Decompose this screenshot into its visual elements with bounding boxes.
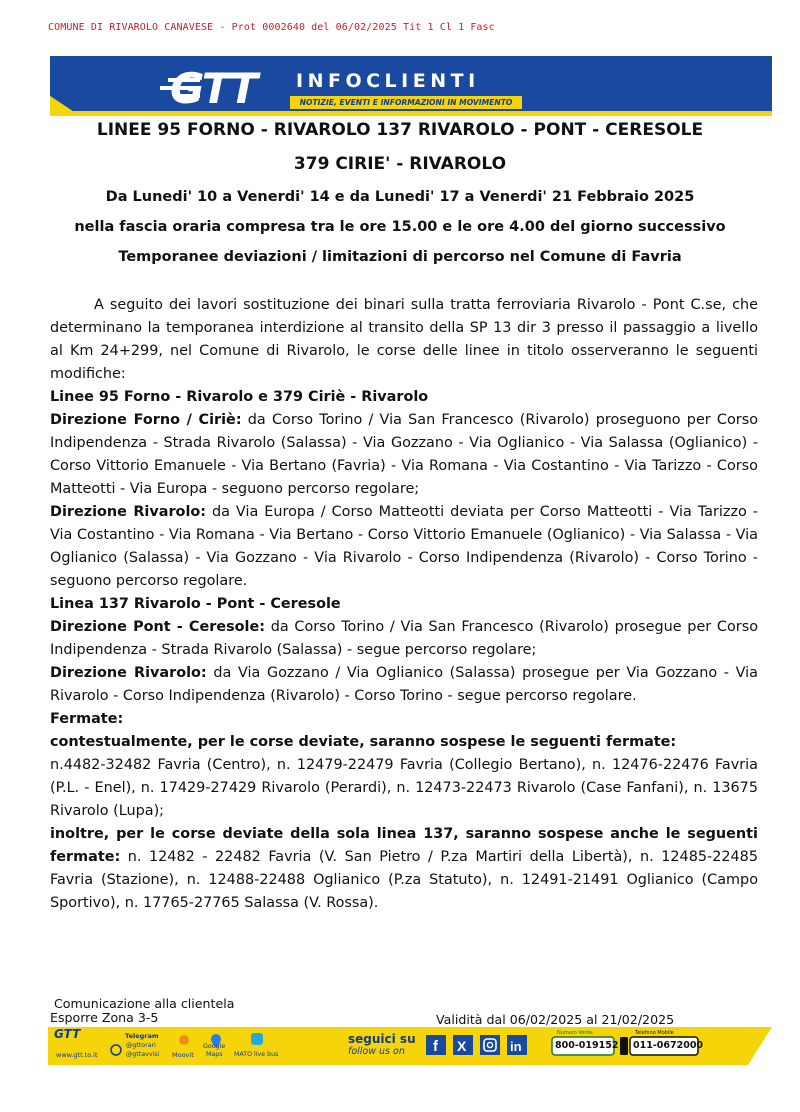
direction-rivarolo-137 (50, 662, 758, 708)
section-title-95-379: Linee 95 Forno - Rivarolo e 379 Ciriè - Rivarolo (50, 389, 429, 405)
x-icon (453, 1035, 473, 1055)
direction-label: Direzione Pont - Ceresole: (50, 619, 266, 635)
fermate-list-2: n. 12482 - 22482 Favria (V. San Pietro / P.za Martiri della Libertà), n. 12485-22485 Favria (Stazione), n. 12488-22488 Oglianico (P.za Statuto), n. 12491-21491 Oglianico (Campo Sportivo), n. 17765-27765 Salassa (V. Rossa). (50, 849, 758, 911)
direction-text: da Via Europa / Corso Matteotti deviata per Corso Matteotti - Via Tarizzo - Via Costantino - Via Romana - Via Bertano - Corso Vittorio Emanuele (Oglianico) - Via Salassa - Via Oglianico (Salassa) - Via Gozzano - Via Rivarolo - Corso Indipendenza (Rivarolo) - Corso Torino - seguono percorso regolare. (50, 504, 758, 589)
zone-label: Esporre Zona 3-5 (50, 1010, 159, 1025)
mato-icon (251, 1033, 263, 1045)
fermate-title: Fermate: (50, 711, 124, 727)
fermate-list-2-paragraph (50, 823, 758, 915)
moovit-icon (179, 1035, 189, 1045)
maps-label[interactable]: Maps (206, 1051, 223, 1058)
direction-text: da Via Gozzano / Via Oglianico (Salassa) prosegue per Via Gozzano - Via Rivarolo - Corso Indipendenza (Rivarolo) - Corso Torino - segue percorso regolare. (50, 665, 758, 704)
green-number[interactable]: 800-019152 (555, 1040, 619, 1051)
google-label[interactable]: Google (203, 1043, 226, 1050)
section-title-137: Linea 137 Rivarolo - Pont - Ceresole (50, 596, 341, 612)
green-number-label: Numero Verde (557, 1030, 593, 1036)
protocol-stamp: COMUNE DI RIVAROLO CANAVESE - Prot 0002640 del 06/02/2025 Tit 1 Cl 1 Fasc (48, 22, 495, 33)
mato-label[interactable]: MATO live bus (234, 1051, 279, 1058)
follow-us-it: seguici su (348, 1032, 416, 1046)
notice-body (50, 294, 758, 915)
infoclienti-title: INFOCLIENTI (296, 70, 480, 92)
direction-forno-cirie (50, 409, 758, 501)
telegram-avvisi[interactable]: @gttavvisi (126, 1051, 160, 1058)
instagram-icon (480, 1035, 500, 1055)
svg-text:f: f (433, 1038, 438, 1055)
footer-gtt-logo: GTT (54, 1027, 81, 1041)
telegram-orari[interactable]: @gttorari (126, 1042, 156, 1049)
linkedin-icon (507, 1035, 527, 1055)
direction-rivarolo-95 (50, 501, 758, 593)
direction-text: da Corso Torino / Via San Francesco (Rivarolo) proseguono per Corso Indipendenza - Strada Rivarolo (Salassa) - Via Gozzano - Via Oglianico - Via Salassa (Oglianico) - Corso Vittorio Emanuele - Via Bertano (Favria) - Via Romana - Via Costantino - Via Tarizzo - Corso Matteotti - Via Europa - seguono percorso regolare; (50, 412, 759, 497)
svg-text:in: in (510, 1039, 522, 1054)
intro-paragraph: A seguito dei lavori sostituzione dei binari sulla tratta ferroviaria Rivarolo - Pont C.se, che determinano la temporanea interdizione al transito della SP 13 dir 3 presso il passaggio a livello al Km 24+299, nel Comune di Rivarolo, le corse delle linee in titolo osserveranno le seguenti modifiche: (50, 297, 758, 382)
moovit-label[interactable]: Moovit (172, 1051, 194, 1059)
direction-text: da Corso Torino / Via San Francesco (Rivarolo) prosegue per Corso Indipendenza - Strada Rivarolo (Salassa) - segue percorso regolare; (50, 619, 759, 658)
direction-pont-ceresole (50, 616, 758, 662)
website-link[interactable]: www.gtt.to.it (56, 1051, 98, 1059)
gtt-logo: GTT (170, 64, 256, 113)
telegram-label: Telegram (125, 1032, 159, 1040)
paid-number-label: Telefono Mobile (635, 1030, 674, 1036)
infoclienti-subtitle: NOTIZIE, EVENTI E INFORMAZIONI IN MOVIMENTO (290, 96, 522, 109)
fermate-list-1: n.4482-32482 Favria (Centro), n. 12479-22479 Favria (Collegio Bertano), n. 12476-22476 Favria (P.L. - Enel), n. 17429-27429 Rivarolo (Perardi), n. 12473-22473 Rivarolo (Case Fanfani), n. 13675 Rivarolo (Lupa); (50, 757, 758, 819)
facebook-icon (426, 1035, 446, 1055)
direction-label: Direzione Forno / Ciriè: (50, 412, 242, 428)
direction-label: Direzione Rivarolo: (50, 504, 207, 520)
heading-subject: Temporanee deviazioni / limitazioni di percorso nel Comune di Favria (118, 249, 682, 265)
svg-text:X: X (457, 1038, 467, 1054)
communication-label: Comunicazione alla clientela (54, 996, 235, 1011)
heading-hours: nella fascia oraria compresa tra le ore 15.00 e le ore 4.00 del giorno successivo (74, 219, 726, 235)
paid-number[interactable]: 011-0672000 (633, 1040, 704, 1051)
follow-us-en: follow us on (348, 1046, 405, 1057)
heading-line-379: 379 CIRIE' - RIVAROLO (293, 154, 507, 174)
fermate-extra-label: inoltre, per le corse deviate della sola linea 137, saranno sospese anche le seguenti fermate: (50, 826, 758, 865)
fermate-intro: contestualmente, per le corse deviate, saranno sospese le seguenti fermate: (50, 734, 677, 750)
validity-label: Validità dal 06/02/2025 al 21/02/2025 (436, 1012, 675, 1027)
direction-label: Direzione Rivarolo: (50, 665, 207, 681)
heading-lines: LINEE 95 FORNO - RIVAROLO 137 RIVAROLO - PONT - CERESOLE (96, 120, 704, 140)
heading-dates: Da Lunedi' 10 a Venerdi' 14 e da Lunedi' 17 a Venerdi' 21 Febbraio 2025 (105, 189, 695, 205)
footer-info (50, 997, 234, 1025)
